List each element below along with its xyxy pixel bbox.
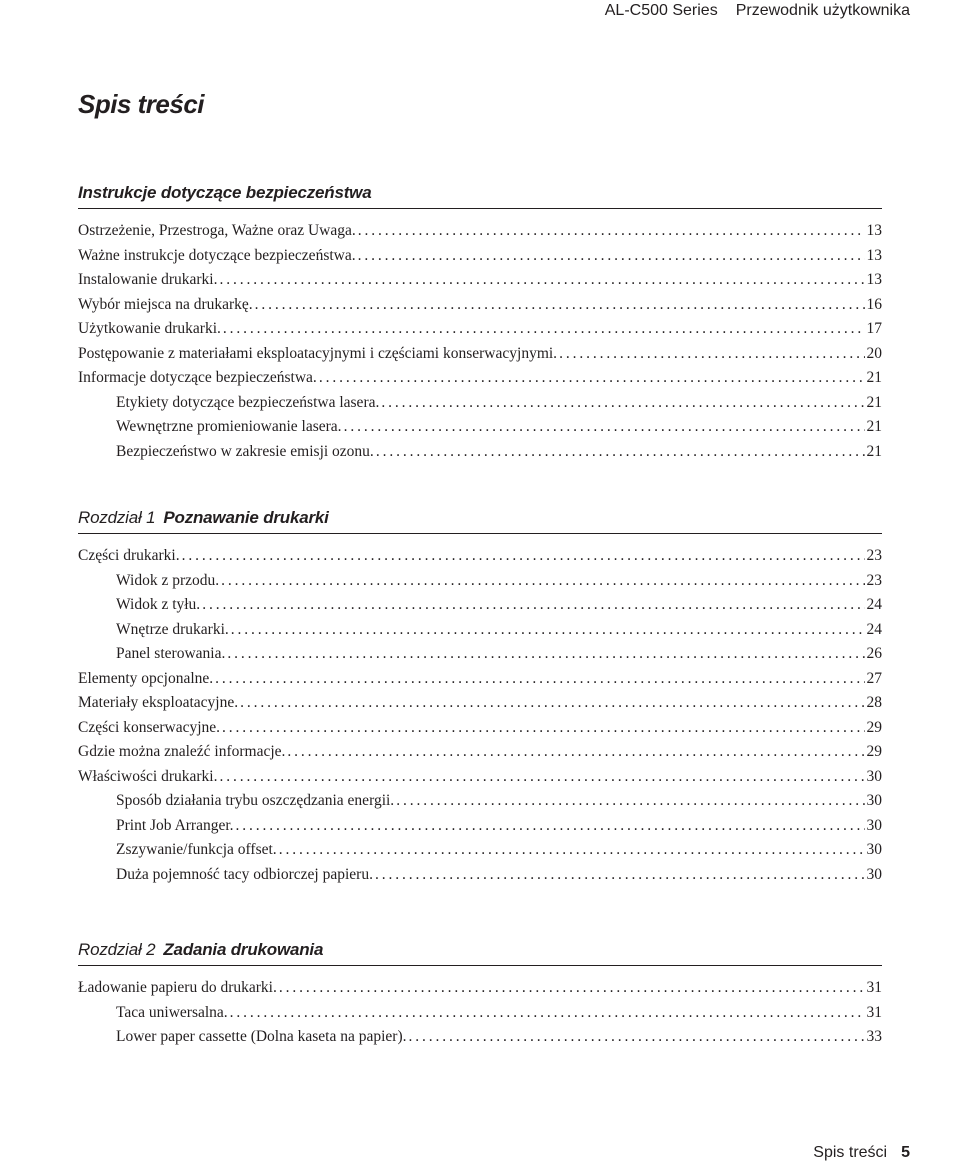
dot-leader (358, 219, 865, 244)
toc-entry-title: Gdzie można znaleźć informacje. (78, 743, 286, 760)
dot-leader (202, 593, 864, 618)
dot-leader (408, 1025, 864, 1050)
toc-subentry[interactable] (78, 1001, 882, 1026)
toc-entry[interactable] (78, 244, 882, 269)
toc-entry-title: Wnętrze drukarki. (116, 620, 229, 638)
toc-entry-title: Części konserwacyjne. (78, 718, 221, 736)
toc-entry[interactable] (78, 293, 882, 318)
toc-section-safety (78, 182, 882, 464)
dot-leader (215, 667, 864, 692)
dot-leader (231, 618, 865, 643)
section-heading-title: Instrukcje dotyczące bezpieczeństwa (78, 183, 372, 202)
toc-subentry[interactable] (78, 814, 882, 839)
toc-entry-title: Ładowanie papieru do drukarki. (78, 979, 277, 996)
dot-leader (396, 789, 864, 814)
toc-entry-page: 16 (866, 295, 882, 313)
dot-leader (219, 765, 864, 790)
toc-entry-title: Wybór miejsca na drukarkę. (78, 295, 253, 313)
toc-entry-page: 31 (866, 1003, 882, 1021)
dot-leader (219, 268, 864, 293)
toc-entry-page: 24 (866, 596, 882, 613)
page-number: 5 (901, 1144, 910, 1161)
toc-entry[interactable] (78, 667, 882, 692)
toc-entry-page: 13 (866, 246, 882, 264)
toc-entry[interactable] (78, 740, 882, 765)
dot-leader (376, 440, 865, 465)
chapter-heading (78, 507, 882, 534)
chapter-label: Rozdział 2 (78, 940, 156, 959)
toc-subentry[interactable] (78, 863, 882, 888)
dot-leader (240, 691, 864, 716)
page-title: Spis treści (78, 89, 205, 119)
chapter-heading (78, 939, 882, 966)
toc-entry-page: 30 (866, 767, 882, 785)
toc-entry[interactable] (78, 219, 882, 244)
toc-subentry[interactable] (78, 569, 882, 594)
toc-entry-page: 30 (866, 816, 882, 834)
toc-entry-page: 30 (866, 865, 882, 883)
toc-entry-page: 30 (866, 841, 882, 858)
toc-entry-title: Użytkowanie drukarki. (78, 320, 221, 337)
toc-entry-page: 28 (866, 694, 882, 711)
toc-entry[interactable] (78, 544, 882, 569)
toc-subentry[interactable] (78, 440, 882, 465)
dot-leader (319, 366, 865, 391)
dot-leader (358, 244, 865, 269)
toc-entry-page: 21 (866, 442, 882, 460)
toc-entry[interactable] (78, 765, 882, 790)
dot-leader (559, 342, 864, 367)
toc-entry-title: Instalowanie drukarki. (78, 271, 218, 288)
dot-leader (344, 415, 865, 440)
chapter-label: Rozdział 1 (78, 508, 156, 527)
toc-entry-title: Elementy opcjonalne. (78, 669, 214, 687)
toc-entry-page: 13 (866, 222, 882, 239)
toc-entry-title: Widok z przodu. (116, 571, 220, 589)
toc-entry-title: Sposób działania trybu oszczędzania energii. (116, 792, 395, 809)
toc-entry-page: 29 (866, 718, 882, 736)
toc-entry-page: 27 (866, 669, 882, 687)
toc-subentry[interactable] (78, 391, 882, 416)
toc-subentry[interactable] (78, 415, 882, 440)
toc-entry-title: Właściwości drukarki. (78, 767, 218, 785)
toc-entry[interactable] (78, 976, 882, 1001)
toc-subentry[interactable] (78, 642, 882, 667)
toc-entry-page: 29 (866, 743, 882, 760)
dot-leader (182, 544, 865, 569)
toc-entry-title: Części drukarki. (78, 547, 180, 564)
toc-entry-title: Lower paper cassette (Dolna kaseta na papier). (116, 1028, 407, 1045)
dot-leader (375, 863, 865, 888)
toc-entry[interactable] (78, 691, 882, 716)
toc-subentry[interactable] (78, 618, 882, 643)
toc-entry[interactable] (78, 716, 882, 741)
toc-entry-page: 17 (866, 320, 882, 337)
toc-subentry[interactable] (78, 789, 882, 814)
dot-leader (381, 391, 864, 416)
toc-section-chapter-2 (78, 939, 882, 1050)
toc-entry-page: 31 (866, 979, 882, 996)
toc-entry-page: 20 (866, 344, 882, 362)
toc-entry-title: Bezpieczeństwo w zakresie emisji ozonu. (116, 442, 374, 460)
toc-entry-title: Postępowanie z materiałami eksploatacyjnymi i częściami konserwacyjnymi. (78, 344, 558, 362)
toc-entry[interactable] (78, 342, 882, 367)
toc-entry-title: Print Job Arranger. (116, 816, 234, 834)
toc-entry-page: 21 (866, 369, 882, 386)
toc-entry-page: 23 (866, 571, 882, 589)
toc-subentry[interactable] (78, 593, 882, 618)
toc-entry-page: 23 (866, 547, 882, 564)
toc-entry-title: Taca uniwersalna. (116, 1003, 228, 1021)
toc-entry-title: Informacje dotyczące bezpieczeństwa. (78, 369, 317, 386)
guide-name: Przewodnik użytkownika (735, 2, 910, 19)
footer-label: Spis treści (813, 1144, 888, 1161)
chapter-title: Poznawanie drukarki (163, 508, 329, 527)
toc-entry-title: Materiały eksploatacyjne. (78, 694, 239, 711)
dot-leader (222, 716, 864, 741)
dot-leader (223, 317, 865, 342)
dot-leader (287, 740, 864, 765)
toc-entry[interactable] (78, 366, 882, 391)
section-heading (78, 182, 882, 209)
toc-subentry[interactable] (78, 838, 882, 863)
dot-leader (255, 293, 865, 318)
toc-subentry[interactable] (78, 1025, 882, 1050)
dot-leader (279, 976, 865, 1001)
toc-list (78, 544, 882, 887)
toc-entry-page: 26 (866, 645, 882, 662)
dot-leader (221, 569, 864, 594)
toc-entry-title: Panel sterowania. (116, 645, 226, 662)
toc-list (78, 976, 882, 1050)
toc-entry-page: 33 (866, 1028, 882, 1045)
chapter-title: Zadania drukowania (163, 940, 324, 959)
product-name: AL-C500 Series (604, 2, 718, 19)
toc-entry-title: Widok z tyłu. (116, 596, 201, 613)
toc-entry-title: Zszywanie/funkcja offset. (116, 841, 277, 858)
running-header (605, 0, 910, 22)
toc-entry-title: Ostrzeżenie, Przestroga, Ważne oraz Uwaga. (78, 222, 356, 239)
toc-entry[interactable] (78, 268, 882, 293)
dot-leader (227, 642, 864, 667)
dot-leader (279, 838, 865, 863)
toc-entry-page: 13 (866, 271, 882, 288)
toc-entry-page: 24 (866, 620, 882, 638)
toc-entry-title: Wewnętrzne promieniowanie lasera. (116, 418, 342, 435)
toc-entry-page: 21 (866, 418, 882, 435)
running-footer (813, 1142, 910, 1164)
toc-entry-title: Ważne instrukcje dotyczące bezpieczeństwa. (78, 246, 356, 264)
toc-entry-title: Etykiety dotyczące bezpieczeństwa lasera. (116, 393, 380, 411)
toc-section-chapter-1 (78, 507, 882, 887)
toc-entry-page: 21 (866, 393, 882, 411)
toc-entry-title: Duża pojemność tacy odbiorczej papieru. (116, 865, 373, 883)
toc-entry-page: 30 (866, 792, 882, 809)
dot-leader (230, 1001, 865, 1026)
dot-leader (236, 814, 865, 839)
toc-entry[interactable] (78, 317, 882, 342)
toc-list (78, 219, 882, 464)
